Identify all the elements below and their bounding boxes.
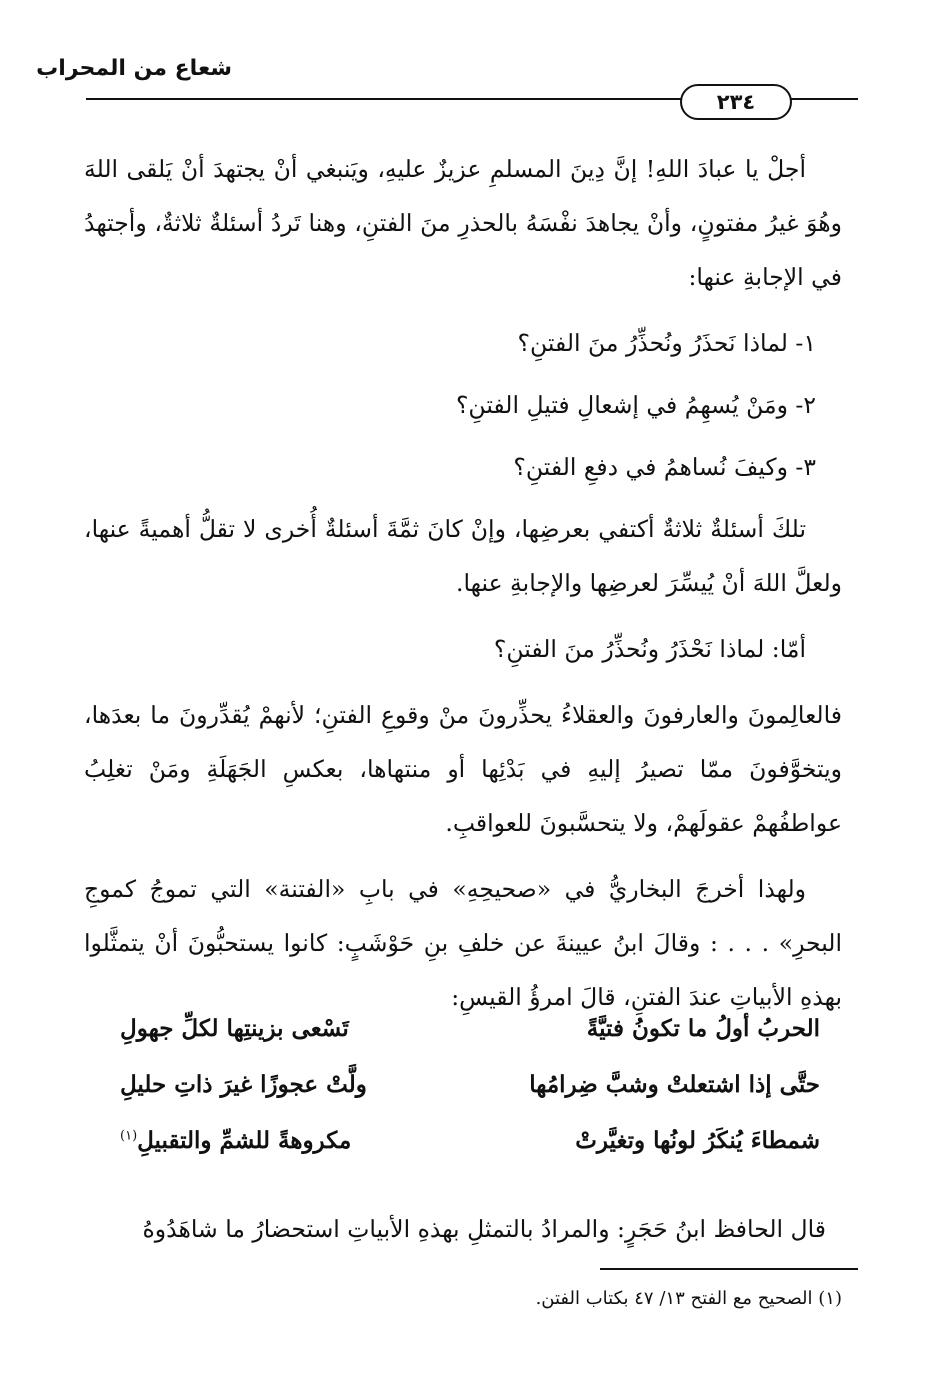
poem-verse — [120, 1071, 820, 1127]
footnote-rule — [600, 1268, 858, 1270]
poem — [120, 1015, 820, 1183]
verse-first-hemistich: حتَّى إذا اشتعلتْ وشبَّ ضِرامُها — [529, 1071, 820, 1098]
verse-second-hemistich: ولَّتْ عجوزًا غيرَ ذاتِ حليلِ — [120, 1071, 367, 1098]
question-3: ٣- وكيفَ نُساهمُ في دفعِ الفتنِ؟ — [513, 453, 816, 481]
question-1: ١- لماذا نَحذَرُ ونُحذِّرُ منَ الفتنِ؟ — [517, 329, 816, 357]
running-header-title: شعاع من المحراب — [36, 56, 232, 81]
paragraph-bukhari: ولهذا أخرجَ البخاريُّ في «صحيحِهِ» في بابِ «الفتنة» التي تموجُ كموجِ البحرِ» . . . : وقالَ ابنُ عيينةَ عن خلفِ بنِ حَوْشَبٍ: كانوا يستحبُّونَ أنْ يتمثَّلوا بهذهِ الأبياتِ عندَ الفتنِ، قالَ امرؤُ القيسِ: — [84, 875, 842, 1011]
verse-second-hemistich — [120, 1127, 351, 1154]
verse-second-hemistich: تَسْعى بزينتِها لكلِّ جهولِ — [120, 1015, 349, 1042]
paragraph-questions-summary: تلكَ أسئلةٌ ثلاثةٌ أكتفي بعرضِها، وإنْ كانَ ثمَّةَ أسئلةٌ أُخرى لا تقلُّ أهميةً عنها، ولعلَّ اللهَ أنْ يُيسِّرَ لعرضِها والإجابةِ عنها. — [84, 515, 842, 597]
footnote-mark[interactable]: (١) — [120, 1128, 138, 1144]
poem-verse — [120, 1127, 820, 1183]
page-number-badge: ٢٣٤ — [680, 84, 792, 120]
section-heading: أمّا: لماذا نَحْذَرُ ونُحذِّرُ منَ الفتنِ؟ — [493, 635, 806, 663]
paragraph-wise-warn: فالعالِمونَ والعارفونَ والعقلاءُ يحذِّرونَ منْ وقوعِ الفتنِ؛ لأنهمْ يُقدِّرونَ ما بعدَها، ويتخوَّفونَ ممّا تصيرُ إليهِ في بَدْئِها أو منتهاها، بعكسِ الجَهَلَةِ ومَنْ تغلِبُ عواطفُهمْ عقولَهمْ، ولا يتحسَّبونَ للعواقبِ. — [84, 701, 842, 837]
paragraph-ibn-hajar: قال الحافظ ابنُ حَجَرٍ: والمرادُ بالتمثلِ بهذهِ الأبياتِ استحضارُ ما شاهَدُوهُ — [142, 1215, 826, 1243]
question-2: ٢- ومَنْ يُسهِمُ في إشعالِ فتيلِ الفتنِ؟ — [455, 391, 816, 419]
verse-first-hemistich: شمطاءَ يُنكَرُ لونُها وتغيَّرتْ — [575, 1127, 820, 1154]
poem-verse — [120, 1015, 820, 1071]
verse-second-hemistich-text: مكروهةً للشمِّ والتقبيلِ — [137, 1127, 352, 1154]
verse-first-hemistich: الحربُ أولُ ما تكونُ فتيَّةً — [586, 1015, 820, 1042]
footnote: (١) الصحيح مع الفتح ١٣/ ٤٧ بكتاب الفتن. — [535, 1288, 842, 1309]
paragraph-intro: أجلْ يا عبادَ اللهِ! إنَّ دِينَ المسلمِ عزيزٌ عليهِ، ويَنبغي أنْ يجتهدَ أنْ يَلقى اللهَ وهُوَ غيرُ مفتونٍ، وأنْ يجاهدَ نفْسَهُ بالحذرِ منَ الفتنِ، وهنا تَردُ أسئلةٌ ثلاثةٌ، وأجتهدُ في الإجابةِ عنها: — [84, 155, 842, 291]
body-text — [84, 142, 842, 1036]
